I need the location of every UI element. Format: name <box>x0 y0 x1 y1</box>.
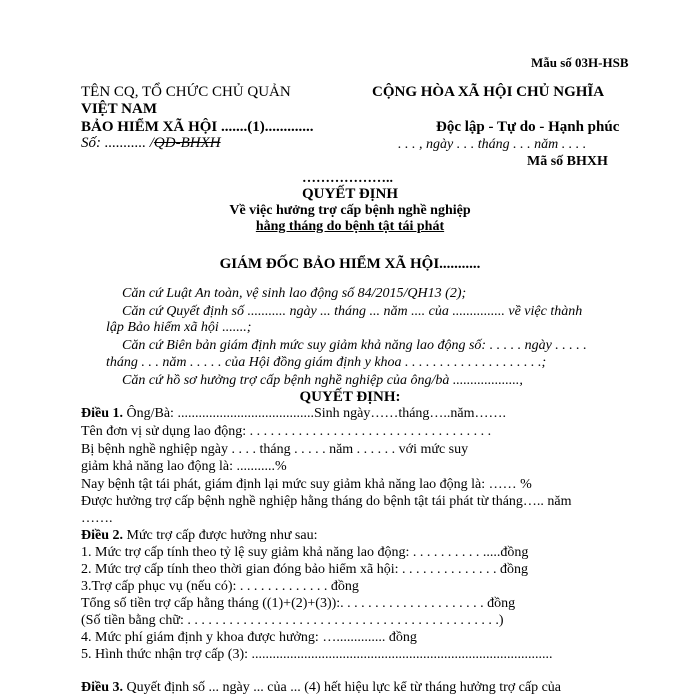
article-1-line-2: Tên đơn vị sử dụng lao động: . . . . . . . . . . . . . . . . . . . . . . . . . . . . . . . . . . . <box>81 424 492 439</box>
article-2-line-5: Tổng số tiền trợ cấp hằng tháng ((1)+(2)+(3)):. . . . . . . . . . . . . . . . . . . . . đồng <box>81 596 516 611</box>
decision-number-code: QĐ-BHXH <box>153 135 221 151</box>
decision-number <box>81 136 221 151</box>
article-2-label: Điều 2. <box>81 528 123 543</box>
issue-date: . . . , ngày . . . tháng . . . năm . . . . <box>398 137 587 152</box>
article-2-line-8: 5. Hình thức nhận trợ cấp (3): ...................................................................................... <box>81 647 553 662</box>
article-2-line-6: (Số tiền bằng chữ: . . . . . . . . . . . . . . . . . . . . . . . . . . . . . . . . . . . . . . . . . . . . .) <box>81 613 504 628</box>
article-1-line-5: Nay bệnh tật tái phát, giám định lại mức suy giảm khả năng lao động là: …… % <box>81 477 532 492</box>
org-parent-name: TÊN CQ, TỔ CHỨC CHỦ QUẢN <box>81 84 291 100</box>
basis-line-2: Căn cứ Quyết định số ........... ngày ... tháng ... năm .... của ............... về việc thành <box>122 304 583 319</box>
decision-subtitle-2 <box>0 220 700 234</box>
article-1-text: Ông/Bà: .......................................Sinh ngày……tháng…..năm……. <box>123 406 507 421</box>
national-title: CỘNG HÒA XÃ HỘI CHỦ NGHĨA <box>372 84 605 100</box>
basis-line-5: tháng . . . năm . . . . . của Hội đồng giám định y khoa . . . . . . . . . . . . . . . . . . . .; <box>106 355 547 370</box>
form-code: Mẫu số 03H-HSB <box>531 55 629 70</box>
article-2-text: Mức trợ cấp được hưởng như sau: <box>123 528 318 543</box>
org-country: VIỆT NAM <box>81 101 157 117</box>
article-2-line-7: 4. Mức phí giám định y khoa được hưởng: ….............. đồng <box>81 630 417 645</box>
decide-heading: QUYẾT ĐỊNH: <box>299 389 401 405</box>
article-3-label: Điều 3. <box>81 680 123 695</box>
director-title: GIÁM ĐỐC BẢO HIỂM XÃ HỘI........... <box>219 256 481 272</box>
basis-line-1: Căn cứ Luật An toàn, vệ sinh lao động số 84/2015/QH13 (2); <box>122 286 467 301</box>
article-1-label: Điều 1. <box>81 406 123 421</box>
article-1-line-4: giảm khả năng lao động là: ...........% <box>81 459 287 474</box>
decision-number-prefix: Số: ........... / <box>81 135 154 151</box>
article-2-line-3: 2. Mức trợ cấp tính theo thời gian đóng bảo hiểm xã hội: . . . . . . . . . . . . . . đồng <box>81 562 529 577</box>
article-1-line-1 <box>81 407 506 421</box>
basis-line-3: lập Bảo hiểm xã hội .......; <box>106 320 252 335</box>
article-1-line-6: Được hưởng trợ cấp bệnh nghề nghiệp hằng tháng do bệnh tật tái phát từ tháng….. năm <box>81 494 572 509</box>
article-3-line-1 <box>81 681 561 695</box>
article-1-line-3: Bị bệnh nghề nghiệp ngày . . . . tháng . . . . . năm . . . . . . với mức suy <box>81 442 469 457</box>
article-2-line-1 <box>81 529 317 543</box>
basis-line-4: Căn cứ Biên bản giám định mức suy giảm khả năng lao động số: . . . . . ngày . . . . . <box>122 338 587 353</box>
article-2-line-2: 1. Mức trợ cấp tính theo tỷ lệ suy giảm khả năng lao động: . . . . . . . . . . .....đồng <box>81 545 529 560</box>
decision-title: QUYẾT ĐỊNH <box>302 186 398 202</box>
article-1-line-7: ……. <box>81 511 113 526</box>
decision-subtitle-2-text: hằng tháng do bệnh tật tái phát <box>255 219 445 234</box>
decision-subtitle: Về việc hưởng trợ cấp bệnh nghề nghiệp <box>229 203 471 218</box>
social-insurance-code-label: Mã số BHXH <box>527 154 608 169</box>
basis-line-6: Căn cứ hồ sơ hưởng trợ cấp bệnh nghề nghiệp của ông/bà ..................., <box>122 373 523 388</box>
article-2-line-4: 3.Trợ cấp phục vụ (nếu có): . . . . . . . . . . . . . đồng <box>81 579 359 594</box>
article-3-text: Quyết định số ... ngày ... của ... (4) hết hiệu lực kể từ tháng hưởng trợ cấp của <box>123 680 562 695</box>
org-name: BẢO HIỂM XÃ HỘI .......(1)............. <box>81 119 314 135</box>
national-motto: Độc lập - Tự do - Hạnh phúc <box>436 119 620 135</box>
separator-dots: ……………….. <box>302 171 393 186</box>
